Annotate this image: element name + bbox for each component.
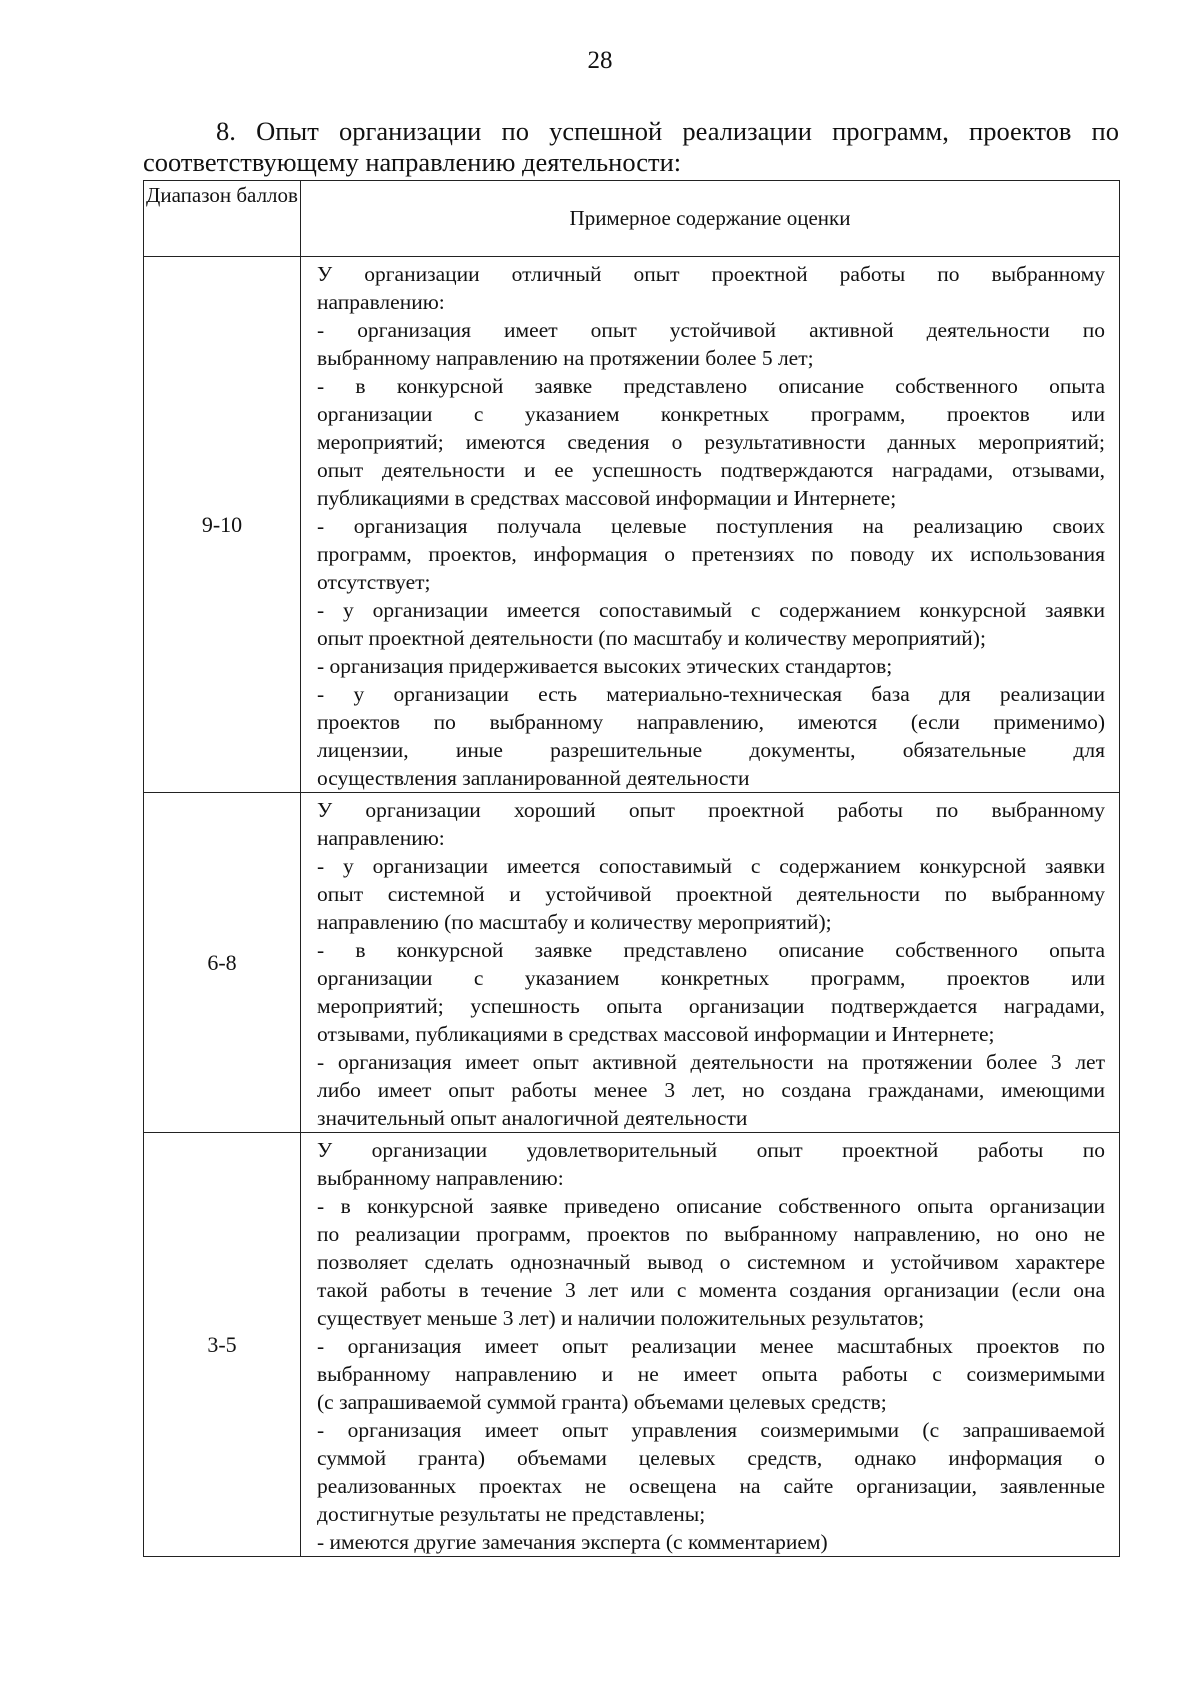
description-line: мероприятий; успешность опыта организации подтверждается наградами, — [317, 994, 1105, 1018]
description-line: - у организации есть материально-техническая база для реализации — [317, 682, 1105, 706]
description-line: выбранному направлению: — [317, 1166, 564, 1190]
description-line: суммой гранта) объемами целевых средств, однако информация о — [317, 1446, 1105, 1470]
description-line: организации с указанием конкретных программ, проектов или — [317, 402, 1105, 426]
description-line: организации с указанием конкретных программ, проектов или — [317, 966, 1105, 990]
description-line: опыт проектной деятельности (по масштабу и количеству мероприятий); — [317, 626, 986, 650]
score-range-cell: 3-5 — [144, 1133, 301, 1557]
description-line: - в конкурсной заявке представлено описание собственного опыта — [317, 938, 1105, 962]
description-line: - у организации имеется сопоставимый с содержанием конкурсной заявки — [317, 854, 1105, 878]
page-number: 28 — [587, 47, 613, 74]
description-line: У организации отличный опыт проектной работы по выбранному — [317, 262, 1105, 286]
description-line: лицензии, иные разрешительные документы, обязательные для — [317, 738, 1105, 762]
description-line: такой работы в течение 3 лет или с момента создания организации (если она — [317, 1278, 1105, 1302]
score-range-cell: 9-10 — [144, 257, 301, 793]
table-row — [144, 257, 1120, 793]
description-line: - организация придерживается высоких этических стандартов; — [317, 654, 893, 678]
description-line: - у организации имеется сопоставимый с содержанием конкурсной заявки — [317, 598, 1105, 622]
description-line: реализованных проектах не освещена на сайте организации, заявленные — [317, 1474, 1105, 1498]
description-line: публикациями в средствах массовой информации и Интернете; — [317, 486, 897, 510]
description-line: выбранному направлению на протяжении более 5 лет; — [317, 346, 814, 370]
description-line: - организация имеет опыт активной деятельности на протяжении более 3 лет — [317, 1050, 1105, 1074]
description-line: - организация получала целевые поступления на реализацию своих — [317, 514, 1105, 538]
description-line: - в конкурсной заявке представлено описание собственного опыта — [317, 374, 1105, 398]
table-body — [144, 257, 1120, 1557]
description-line: - организация имеет опыт реализации менее масштабных проектов по — [317, 1334, 1105, 1358]
description-line: опыт деятельности и ее успешность подтверждаются наградами, отзывами, — [317, 458, 1105, 482]
description-line: по реализации программ, проектов по выбранному направлению, но оно не — [317, 1222, 1105, 1246]
description-line: достигнутые результаты не представлены; — [317, 1502, 706, 1526]
table-row — [144, 793, 1120, 1133]
description-line: У организации хороший опыт проектной работы по выбранному — [317, 798, 1105, 822]
assessment-description-cell — [301, 257, 1120, 793]
criteria-table — [143, 180, 1120, 1557]
description-line: - в конкурсной заявке приведено описание собственного опыта организации — [317, 1194, 1105, 1218]
description-line: направлению (по масштабу и количеству мероприятий); — [317, 910, 832, 934]
description-line: либо имеет опыт работы менее 3 лет, но создана гражданами, имеющими — [317, 1078, 1105, 1102]
description-line: позволяет сделать однозначный вывод о системном и устойчивом характере — [317, 1250, 1105, 1274]
header-description: Примерное содержание оценки — [301, 181, 1120, 257]
assessment-description-cell — [301, 1133, 1120, 1557]
description-line: отзывами, публикациями в средствах массовой информации и Интернете; — [317, 1022, 995, 1046]
table-row — [144, 1133, 1120, 1557]
description-line: осуществления запланированной деятельности — [317, 766, 750, 790]
description-line: (с запрашиваемой суммой гранта) объемами целевых средств; — [317, 1390, 887, 1414]
description-line: У организации удовлетворительный опыт проектной работы по — [317, 1138, 1105, 1162]
description-line: программ, проектов, информация о претензиях по поводу их использования — [317, 542, 1105, 566]
description-line: - имеются другие замечания эксперта (с комментарием) — [317, 1530, 828, 1554]
description-line: опыт системной и устойчивой проектной деятельности по выбранному — [317, 882, 1105, 906]
header-range: Диапазон баллов — [144, 181, 301, 257]
section-heading: 8. Опыт организации по успешной реализации программ, проектов по соответствующему направлению деятельности: — [143, 116, 1119, 177]
description-line: мероприятий; имеются сведения о результативности данных мероприятий; — [317, 430, 1105, 454]
description-line: существует меньше 3 лет) и наличии положительных результатов; — [317, 1306, 925, 1330]
description-line: направлению: — [317, 290, 445, 314]
description-line: - организация имеет опыт устойчивой активной деятельности по — [317, 318, 1105, 342]
description-line: отсутствует; — [317, 570, 431, 594]
description-line: направлению: — [317, 826, 445, 850]
table-header-row — [144, 181, 1120, 257]
description-line: значительный опыт аналогичной деятельности — [317, 1106, 748, 1130]
description-line: выбранному направлению и не имеет опыта работы с соизмеримыми — [317, 1362, 1105, 1386]
score-range-cell: 6-8 — [144, 793, 301, 1133]
assessment-description-cell — [301, 793, 1120, 1133]
description-line: - организация имеет опыт управления соизмеримыми (с запрашиваемой — [317, 1418, 1105, 1442]
description-line: проектов по выбранному направлению, имеются (если применимо) — [317, 710, 1105, 734]
